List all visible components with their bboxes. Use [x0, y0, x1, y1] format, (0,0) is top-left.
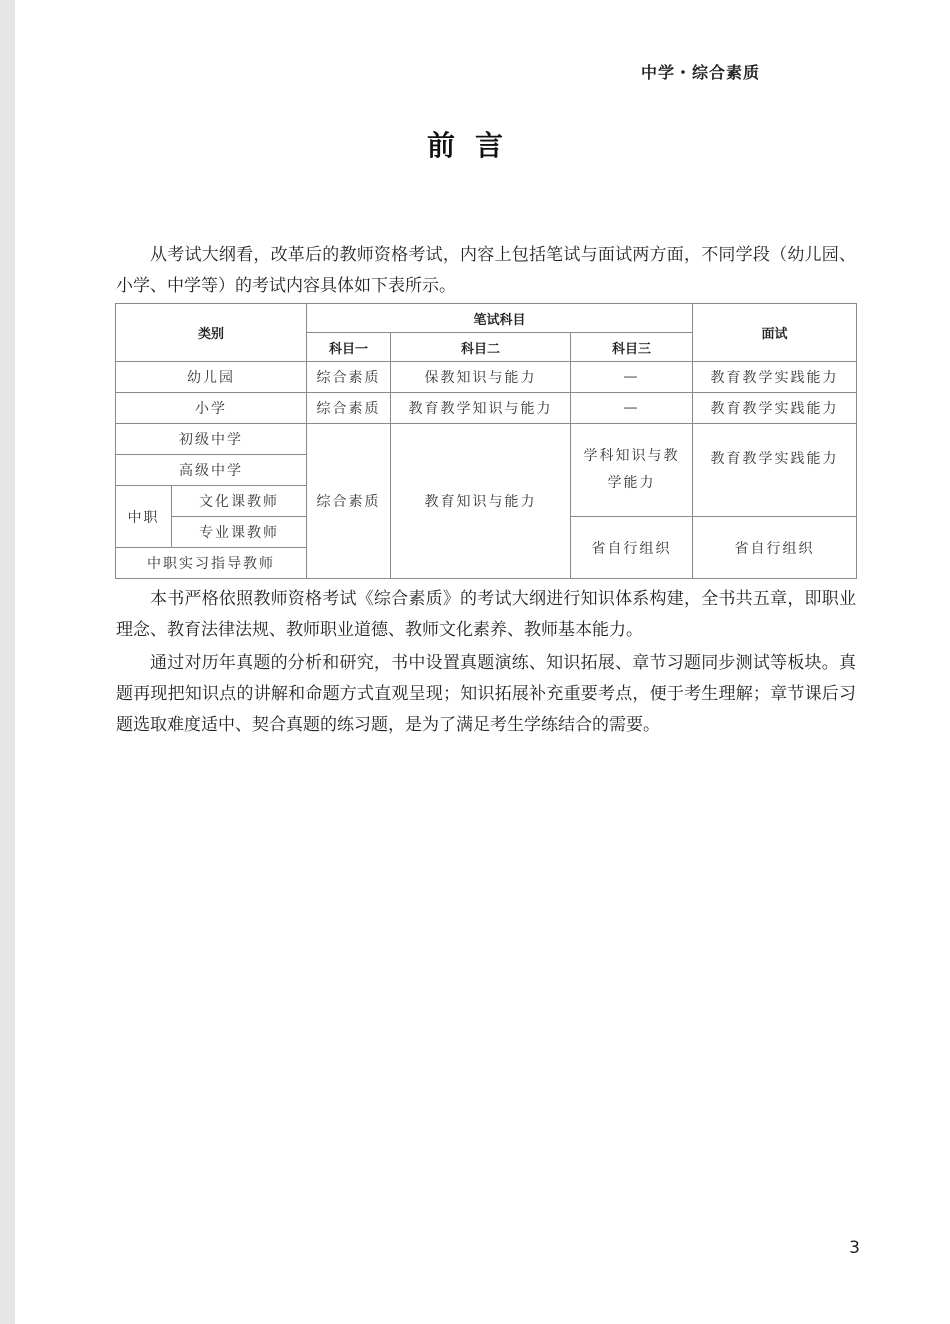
header-subject1: 科目一: [307, 333, 391, 362]
cell-category: 文化课教师: [172, 486, 307, 517]
cell-interview-shared: 教育教学实践能力: [693, 424, 857, 517]
table-row: [116, 424, 857, 455]
cell-subject1: 综合素质: [307, 393, 391, 424]
cell-category: 专业课教师: [172, 517, 307, 548]
page-number: 3: [849, 1238, 860, 1258]
cell-subject2-shared: 教育知识与能力: [391, 424, 571, 579]
structure-paragraph: 本书严格依照教师资格考试《综合素质》的考试大纲进行知识体系构建，全书共五章，即职业理念、教育法律法规、教师职业道德、教师文化素养、教师基本能力。: [116, 589, 856, 640]
intro-paragraph: 从考试大纲看，改革后的教师资格考试，内容上包括笔试与面试两方面，不同学段（幼儿园、小学、中学等）的考试内容具体如下表所示。: [116, 245, 856, 296]
cell-subject2: 保教知识与能力: [391, 362, 571, 393]
table-header-row: [116, 304, 857, 333]
features-paragraph: 通过对历年真题的分析和研究，书中设置真题演练、知识拓展、章节习题同步测试等板块。真题再现把知识点的讲解和命题方式直观呈现；知识拓展补充重要考点，便于考生理解；章节课后习题选取难度适中、契合真题的练习题，是为了满足考生学练结合的需要。: [116, 653, 856, 735]
cell-subject1: 综合素质: [307, 362, 391, 393]
running-header: 中学・综合素质: [640, 63, 760, 82]
table-row: [116, 362, 857, 393]
cell-subject3: —: [571, 393, 693, 424]
header-subject2: 科目二: [391, 333, 571, 362]
cell-subject1-shared: 综合素质: [307, 424, 391, 579]
header-subject3: 科目三: [571, 333, 693, 362]
header-written: 笔试科目: [307, 304, 693, 333]
cell-interview: 教育教学实践能力: [693, 362, 857, 393]
cell-category: 中职实习指导教师: [116, 548, 307, 579]
header-category: 类别: [116, 304, 307, 362]
cell-subject2: 教育教学知识与能力: [391, 393, 571, 424]
header-interview: 面试: [693, 304, 857, 362]
page-title: 前言: [426, 129, 523, 162]
page-gutter: [0, 0, 15, 1324]
cell-interview-provincial: 省自行组织: [693, 517, 857, 579]
cell-subject3: —: [571, 362, 693, 393]
cell-subject3-provincial: 省自行组织: [571, 517, 693, 579]
cell-category: 初级中学: [116, 424, 307, 455]
table-row: [116, 393, 857, 424]
cell-subject3-shared: 学科知识与教学能力: [571, 424, 693, 517]
cell-interview: 教育教学实践能力: [693, 393, 857, 424]
exam-subjects-table: [115, 303, 857, 579]
cell-category: 小学: [116, 393, 307, 424]
cell-vocational-group: 中职: [116, 486, 172, 548]
cell-category: 高级中学: [116, 455, 307, 486]
cell-category: 幼儿园: [116, 362, 307, 393]
